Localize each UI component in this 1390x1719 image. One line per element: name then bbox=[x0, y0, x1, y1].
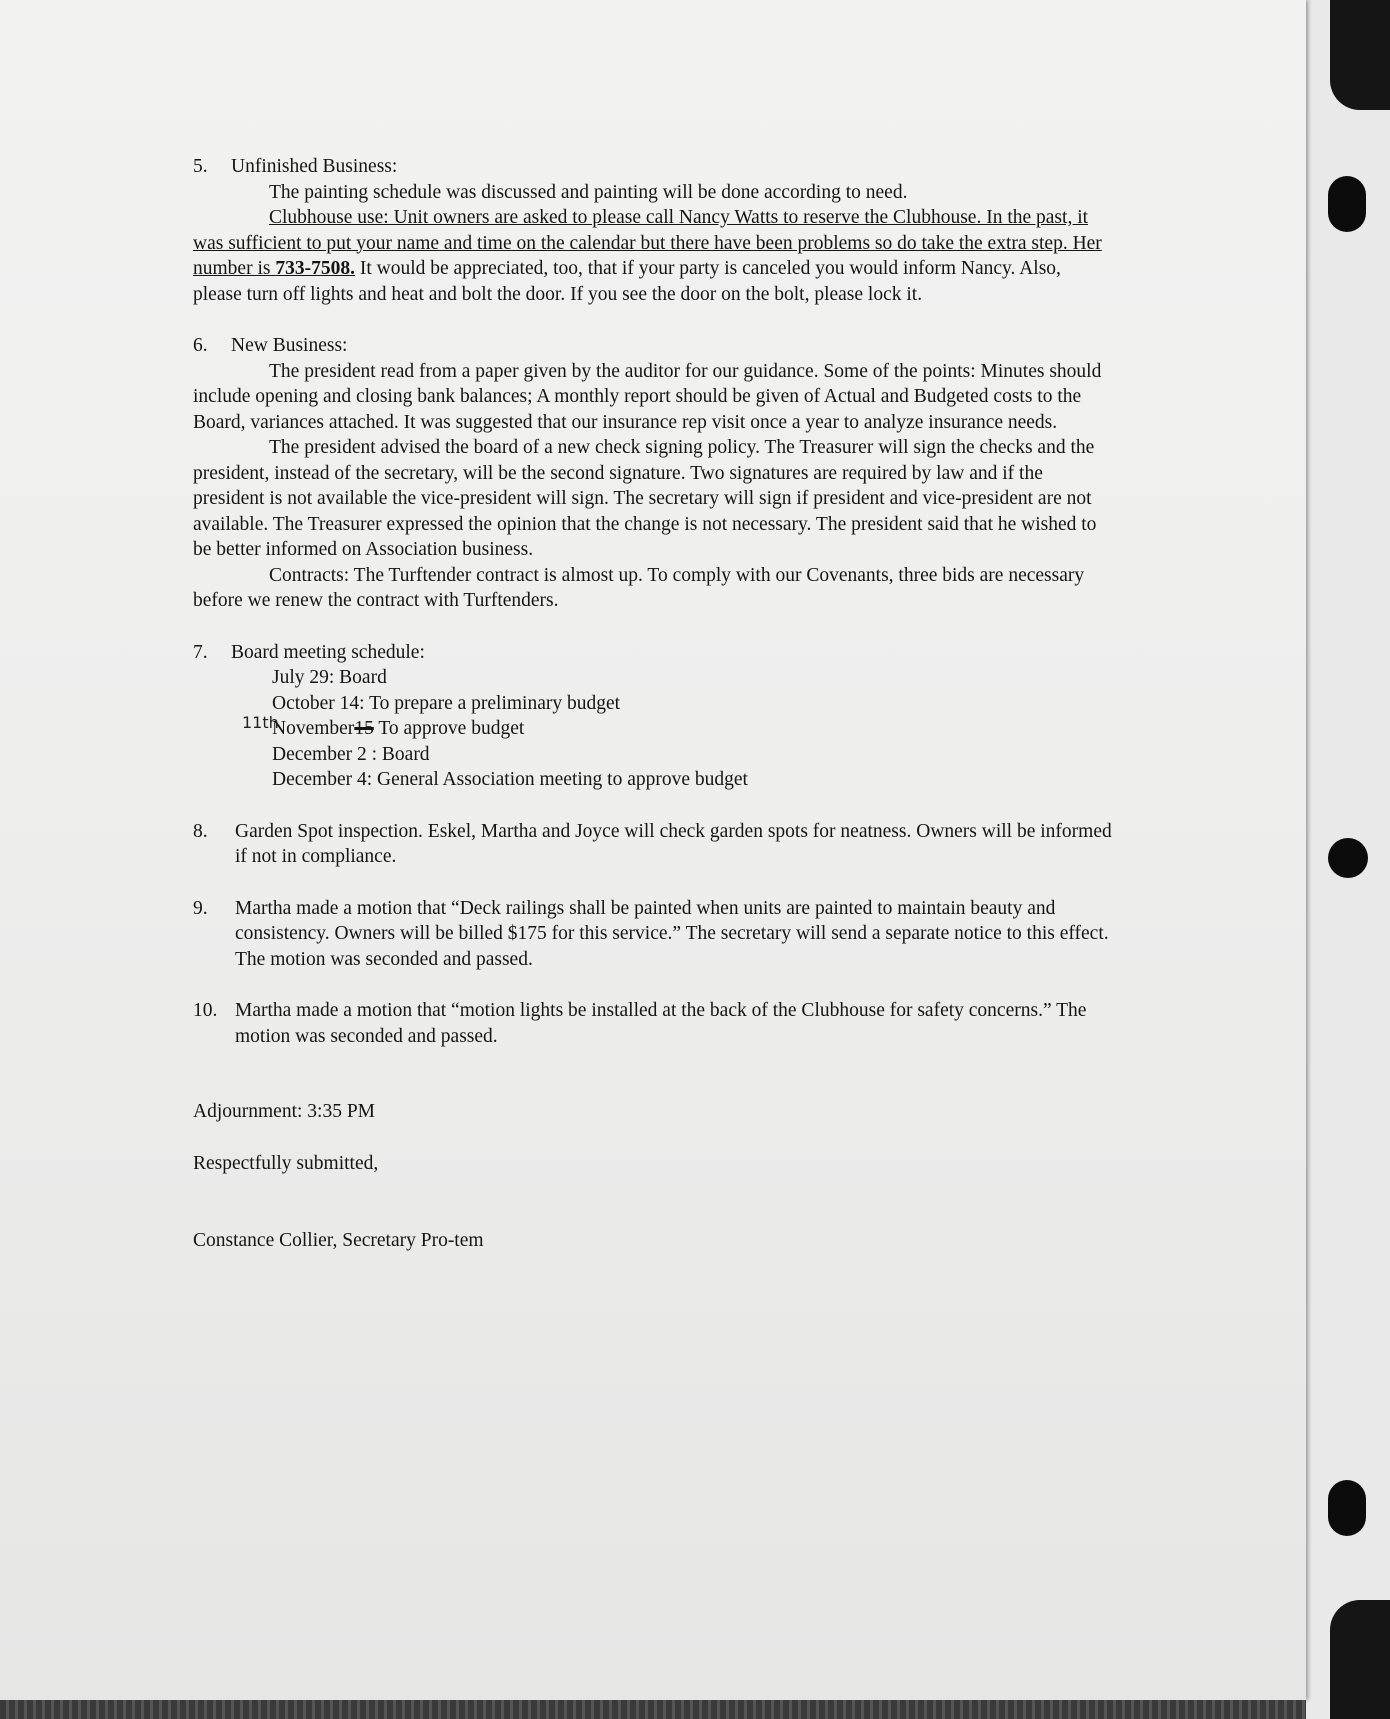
binder-bottom-edge bbox=[0, 1700, 1306, 1719]
section-heading: Unfinished Business: bbox=[231, 156, 398, 177]
section-8 bbox=[193, 819, 1113, 870]
meeting-schedule bbox=[242, 665, 1113, 793]
section-text: Martha made a motion that “Deck railings shall be painted when units are painted to maintain beauty and consistency. Owners will be billed $175 for this service.” The secretary will send a separate notice to this effect. The motion was seconded and passed. bbox=[235, 897, 1109, 970]
minutes-document bbox=[193, 154, 1113, 1254]
section-5 bbox=[193, 154, 1113, 307]
closing: Respectfully submitted, bbox=[193, 1152, 379, 1174]
punch-hole-top bbox=[1328, 176, 1366, 232]
section-text: Martha made a motion that “motion lights be installed at the back of the Clubhouse for safety concerns.” The motion was seconded and passed. bbox=[235, 1000, 1087, 1047]
section-number: 10. bbox=[193, 1000, 218, 1021]
punch-hole-bottom bbox=[1328, 1480, 1366, 1536]
section-heading: Board meeting schedule: bbox=[231, 641, 425, 663]
paragraph-rest: It would be appreciated, too, that if your party is canceled you would inform Nancy. Also, please turn off lights and heat and bolt the door. If you see the door on the bolt, please lock it. bbox=[193, 258, 1061, 305]
section-number: 7. bbox=[193, 641, 208, 663]
schedule-entry: July 29: Board bbox=[272, 667, 387, 688]
section-text: Garden Spot inspection. Eskel, Martha and Joyce will check garden spots for neatness. Owners will be informed if not in compliance. bbox=[235, 820, 1112, 867]
handwritten-correction: 11th bbox=[242, 713, 279, 732]
paragraph: The president advised the board of a new check signing policy. The Treasurer will sign the checks and the president, instead of the secretary, will be the second signature. Two signatures are required by law and if the president is not available the vice-president will sign. The secretary will sign if president and vice-president are not available. The Treasurer expressed the opinion that the change is not necessary. The president said that he wished to be better informed on Association business. bbox=[193, 437, 1097, 560]
struck-date: 15 bbox=[354, 718, 374, 739]
signature-line: Constance Collier, Secretary Pro-tem bbox=[193, 1230, 484, 1251]
section-heading: New Business: bbox=[231, 335, 348, 356]
section-number: 8. bbox=[193, 820, 208, 842]
underlined-text: Clubhouse use: Unit owners are asked to please call Nancy Watts to reserve the Clubhouse. In the past, it was sufficient to put your name and time on the calendar but there have been problems so do take the extra step. Her number is bbox=[193, 207, 1102, 279]
clubhouse-paragraph bbox=[193, 205, 1113, 307]
section-number: 9. bbox=[193, 897, 208, 919]
paragraph: The painting schedule was discussed and painting will be done according to need. bbox=[269, 181, 908, 203]
punch-hole-middle bbox=[1328, 838, 1368, 878]
schedule-entry-november: 11th November15 To approve budget bbox=[272, 716, 1113, 742]
adjournment: Adjournment: 3:35 PM bbox=[193, 1101, 376, 1122]
section-6 bbox=[193, 333, 1113, 614]
binder-edge-bottom bbox=[1330, 1600, 1390, 1719]
schedule-entry: December 4: General Association meeting to approve budget bbox=[272, 769, 748, 790]
section-7 bbox=[193, 640, 1113, 793]
phone-number: 733-7508. bbox=[275, 258, 355, 279]
schedule-entry: October 14: To prepare a preliminary budget bbox=[272, 692, 621, 714]
schedule-entry: December 2 : Board bbox=[272, 743, 430, 765]
paragraph: The president read from a paper given by the auditor for our guidance. Some of the points: Minutes should include opening and closing bank balances; A monthly report should be given of Actual and Budgeted costs to the Board, variances attached. It was suggested that our insurance rep visit once a year to analyze insurance needs. bbox=[193, 360, 1102, 433]
binder-edge-top bbox=[1330, 0, 1390, 110]
section-number: 5. bbox=[193, 156, 208, 177]
section-9 bbox=[193, 896, 1113, 973]
paragraph: Contracts: The Turftender contract is almost up. To comply with our Covenants, three bids are necessary before we renew the contract with Turftenders. bbox=[193, 564, 1085, 611]
section-10 bbox=[193, 998, 1113, 1049]
section-number: 6. bbox=[193, 335, 208, 356]
